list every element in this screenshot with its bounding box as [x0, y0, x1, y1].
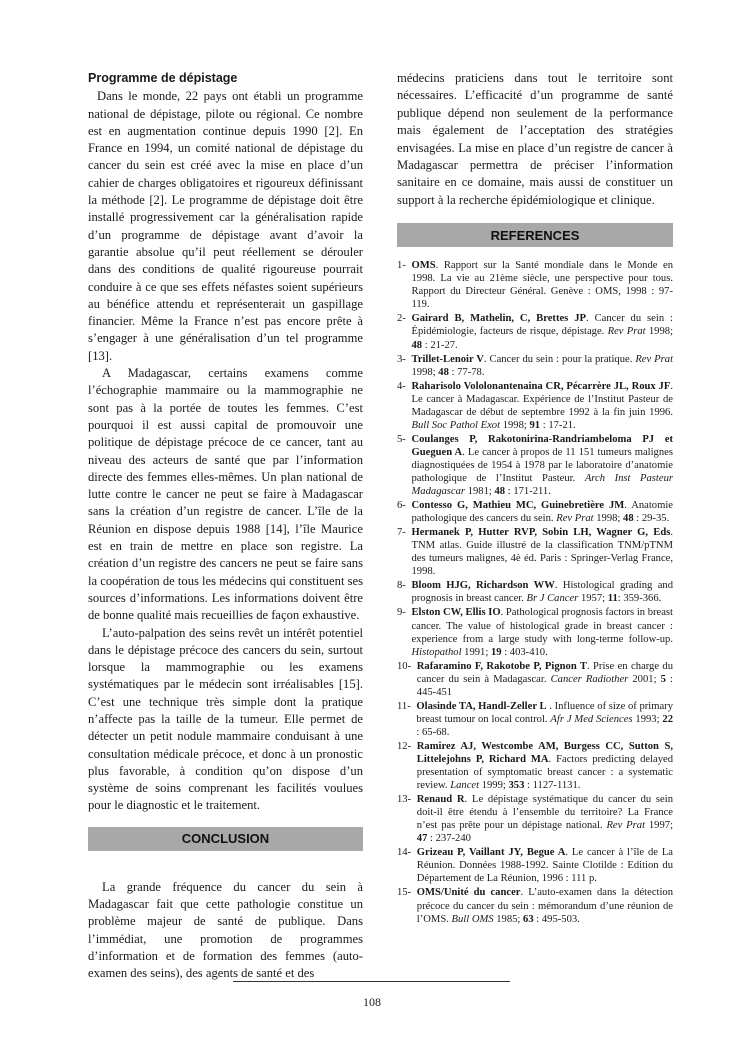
reference-body	[408, 433, 673, 498]
reference-year: 1998;	[645, 326, 674, 338]
reference-authors: Bloom HJG, Richardson WW	[411, 580, 555, 592]
reference-number: 2-	[397, 313, 409, 325]
reference-journal: Rev Prat	[556, 513, 594, 525]
reference-pages: : 1127-1131.	[524, 780, 581, 792]
reference-volume: 19	[490, 646, 502, 658]
body-paragraph: L’auto-palpation des seins revêt un intérêt potentiel dans le dépistage précoce des cancers du sein, surtout lorsque la mammographie ou les examens systématiques par le médecin sont irréalisables [15]. C’est une technique très simple dont la pratique n’affecte pas la taille de la tumeur. Elle permet de détecter un petit nodule mammaire conduisant à une consultation médicale précoce, et donc à un pronostic plus favorable, à condition qu’on dispose d’un système de soins comprenant les facilités voulues pour le diagnostic et le traitement.	[88, 625, 363, 813]
reference-pages: : 21-27.	[422, 339, 458, 351]
reference-item	[397, 312, 673, 351]
reference-pages: : 77-78.	[448, 366, 485, 378]
reference-number: 11-	[397, 700, 414, 712]
reference-text: . Histological grading and prognosis in breast cancer.	[411, 580, 673, 605]
reference-authors: Trillet-Lenoir V	[411, 353, 484, 365]
reference-volume: 5	[660, 673, 666, 685]
reference-volume: 11	[607, 593, 618, 605]
reference-authors: OMS	[411, 260, 436, 272]
reference-number: 5-	[397, 433, 409, 445]
reference-body	[414, 660, 673, 699]
reference-year: 1998;	[500, 419, 530, 431]
section-title-depistage: Programme de dépistage	[88, 71, 238, 85]
reference-body	[413, 700, 673, 739]
reference-authors: Elston CW, Ellis IO	[411, 607, 501, 619]
reference-body	[408, 259, 673, 311]
reference-volume: 63	[523, 913, 534, 925]
reference-authors: Rafaramino F, Rakotobe P, Pignon T	[416, 660, 587, 672]
reference-number: 7-	[397, 527, 409, 539]
reference-item	[397, 846, 673, 885]
reference-journal: Lancet	[450, 780, 480, 792]
reference-number: 8-	[397, 580, 409, 592]
references-heading	[397, 223, 673, 247]
references-heading-label: REFERENCES	[490, 227, 580, 243]
reference-body	[408, 579, 673, 605]
conclusion-heading	[88, 827, 363, 851]
reference-text: . Le dépistage systématique du cancer du sein doit-il être étendu à l’ensemble du territoire? La France n’est pas prête pour un dépistage national.	[416, 794, 673, 832]
reference-authors: Gairard B, Mathelin, C, Brettes JP	[411, 313, 587, 325]
reference-text: . Prise en charge du cancer du sein à Madagascar.	[416, 660, 674, 685]
reference-pages: : 29-35.	[633, 513, 670, 525]
reference-year: 1981;	[465, 486, 495, 498]
reference-volume: 91	[529, 419, 541, 431]
reference-item	[397, 526, 673, 578]
reference-text: . Rapport sur la Santé mondiale dans le Monde en 1998. La vie au 21ème siècle, une perspective pour tous. Rapport du Directeur Général. Genève : OMS, 1998 : 97-119.	[411, 260, 673, 311]
reference-journal: Rev Prat	[607, 326, 646, 338]
references-list	[397, 259, 673, 925]
reference-item	[397, 380, 673, 432]
reference-text: . Cancer du sein : Épidémiologie, facteurs de risque, dépistage.	[411, 313, 673, 338]
reference-journal: Cancer Radiother	[550, 673, 629, 685]
reference-body	[414, 740, 673, 792]
reference-text: . Cancer du sein : pour la pratique.	[483, 353, 636, 365]
body-paragraph: Dans le monde, 22 pays ont établi un programme national de dépistage, pilote ou régional. Ce nombre est en augmentation continue depuis 1990 [2]. En France en 1994, un comité national de dépistage du cancer du sein est créé avec la mise en place d’un cahier de charges obligatoires et rigoureux définissant la méthode [2]. Le programme de dépistage doit être installé progressivement car la généralisation rapide d’un programme de dépistage avant d’avoir la garantie absolue qu’il peut réellement se dérouler dans des conditions de qualité rigoureuse pourrait conduire à ce que ses effets néfastes soient supérieurs au bénéfice attendu et représenterait un gaspillage financier. Même la France n’est pas encore prête à s’engager à une généralisation d’un tel programme [13].	[88, 89, 363, 363]
reference-body	[408, 526, 673, 578]
reference-volume: 22	[662, 713, 673, 725]
footer-divider	[233, 981, 510, 982]
reference-item	[397, 259, 673, 311]
reference-body	[414, 793, 673, 845]
reference-number: 13-	[397, 794, 414, 806]
reference-text: . Le cancer à Madagascar. Expérience de l’Institut Pasteur de Madagascar de début de septembre 1992 à la fin juin 1996.	[411, 380, 673, 418]
reference-body	[408, 606, 673, 658]
reference-pages: : 359-366.	[617, 593, 662, 605]
reference-number: 12-	[397, 740, 414, 752]
left-column	[88, 70, 363, 983]
reference-journal: Arch Inst Pasteur Madagascar	[411, 473, 673, 498]
reference-authors: Olasinde TA, Handl-Zeller L	[416, 700, 547, 712]
reference-number: 6-	[397, 500, 409, 512]
reference-number: 10-	[397, 660, 414, 672]
reference-number: 9-	[397, 607, 409, 619]
reference-year: 1998;	[593, 513, 624, 525]
reference-text: . Pathological prognosis factors in breast cancer. The value of histological grade in breast cancer : experience from a large study with long-terme follow-up.	[411, 607, 674, 645]
reference-authors: Grizeau P, Vaillant JY, Begue A	[416, 847, 566, 859]
reference-authors: Hermanek P, Hutter RVP, Sobin LH, Wagner G, Eds	[411, 527, 671, 539]
reference-text: . Anatomie pathologique des cancers du sein.	[411, 500, 673, 525]
reference-body	[414, 846, 673, 885]
page-number: 108	[363, 995, 381, 1009]
reference-item	[397, 579, 673, 605]
reference-item	[397, 886, 673, 925]
reference-journal: Histopathol	[411, 646, 462, 658]
reference-number: 14-	[397, 847, 414, 859]
reference-text: . L’auto-examen dans la détection précoce du cancer du sein : mémorandum d’une réunion de l’OMS.	[416, 887, 673, 925]
reference-authors: Coulanges P, Rakotonirina-Randriambeloma PJ et Gueguen A	[411, 433, 673, 458]
reference-number: 4-	[397, 380, 409, 392]
reference-number: 3-	[397, 353, 409, 365]
reference-authors: Raharisolo Vololonantenaina CR, Pécarrère JL, Roux JF	[411, 380, 671, 392]
reference-text: . Le cancer à propos de 11 151 tumeurs malignes diagnostiquées de 1954 à 1978 par le laboratoire d’anatomie pathologique de l’Institut Pasteur.	[411, 446, 673, 484]
reference-year: 1957;	[578, 593, 608, 605]
reference-journal: Br J Cancer	[526, 593, 579, 605]
reference-year: 1993;	[632, 713, 663, 725]
reference-number: 1-	[397, 260, 409, 272]
reference-item	[397, 700, 673, 739]
reference-number: 15-	[397, 887, 414, 899]
reference-item	[397, 660, 673, 699]
conclusion-paragraph: La grande fréquence du cancer du sein à Madagascar fait que cette pathologie constitue un problème majeur de santé de publique. Dans l’immédiat, une promotion de programmes d’information et de formation des femmes (auto-examen des seins), des agents de santé et des	[88, 879, 363, 981]
reference-journal: Bull Soc Pathol Exot	[411, 419, 501, 431]
reference-authors: OMS/Unité du cancer	[416, 887, 521, 899]
reference-text: . Influence of size of primary breast tumour on local control.	[416, 700, 673, 725]
reference-pages: : 65-68.	[416, 726, 450, 738]
reference-volume: 48	[411, 339, 423, 351]
reference-text: . Le cancer à l’île de La Réunion. Données 1988-1992. Sainte Clotilde : Edition du Département de La Réunion, 1996 : 111 p.	[416, 847, 674, 885]
reference-body	[408, 312, 673, 351]
reference-pages: : 17-21.	[540, 419, 576, 431]
reference-journal: Rev Prat	[635, 353, 674, 365]
reference-journal: Bull OMS	[451, 913, 494, 925]
conclusion-continued-paragraph: médecins praticiens dans tout le territoire sont nécessaires. L’efficacité d’un programme de santé publique dépend non seulement de la performance mais également de l’acceptation des stratégies envisagées. La mise en place d’un registre de cancer à Madagascar permettra de préciser l’information sanitaire en ce domaine, mais aussi de constituer un support à la recherche épidémiologique et clinique.	[397, 71, 673, 207]
reference-year: 1985;	[493, 913, 524, 925]
reference-item	[397, 499, 673, 525]
reference-year: 2001;	[628, 673, 661, 685]
reference-item	[397, 606, 673, 658]
reference-volume: 48	[494, 486, 506, 498]
reference-year: 1991;	[461, 646, 491, 658]
reference-volume: 353	[508, 780, 525, 792]
reference-text: . Factors predicting delayed presentation of symptomatic breast cancer : a systematic review.	[416, 753, 674, 792]
reference-item	[397, 793, 673, 845]
reference-authors: Renaud R	[416, 794, 465, 806]
reference-year: 1997;	[645, 820, 674, 832]
reference-body	[408, 499, 673, 525]
reference-authors: Ramirez AJ, Westcombe AM, Burgess CC, Sutton S, Littelejohns P, Richard MA	[416, 740, 673, 765]
reference-volume: 48	[623, 513, 634, 525]
conclusion-heading-label: CONCLUSION	[181, 831, 270, 847]
reference-authors: Contesso G, Mathieu MC, Guinebretière JM	[411, 500, 625, 512]
reference-pages: : 403-410.	[501, 646, 548, 658]
reference-pages: : 237-240	[427, 833, 471, 845]
reference-body	[408, 353, 673, 379]
reference-volume: 48	[438, 366, 449, 378]
reference-year: 1998;	[411, 366, 439, 378]
reference-item	[397, 740, 673, 792]
reference-pages: : 495-503.	[533, 913, 580, 925]
reference-item	[397, 353, 673, 379]
reference-pages: : 445-451	[416, 673, 673, 698]
body-paragraph: A Madagascar, certains examens comme l’échographie mammaire ou la mammographie ne sont pas à la portée de toutes les femmes. C’est pourquoi il est aussi capital de promouvoir une politique de dépistage précoce de ce cancer, tant au niveau des acteurs de santé que par l’information directe des femmes elles-mêmes. Un plan national de lutte contre le cancer ne peut se faire à Madagascar sans la création d’un registre de cancer. L’île de la Réunion en dispose depuis 1988 [14], l’île Maurice est en train de mettre en place son registre. La création d’un registre des cancers ne peut se faire sans la coopération de tous les médecins qui constituent ses sources d’informations. Les informations doivent être de bonne qualité mais recueillies de façon exhaustive.	[88, 366, 363, 623]
reference-pages: : 171-211.	[505, 486, 551, 498]
reference-journal: Rev Prat	[606, 820, 646, 832]
reference-text: . TNM atlas. Guide illustré de la classification TNM/pTNM des tumeurs malignes, 4è éd. Paris : Springer-Verlag France, 1998.	[411, 527, 673, 578]
reference-journal: Afr J Med Sciences	[550, 713, 633, 725]
reference-year: 1999;	[479, 780, 509, 792]
right-column	[397, 70, 673, 927]
reference-body	[408, 380, 673, 432]
reference-item	[397, 433, 673, 498]
reference-volume: 47	[416, 833, 428, 845]
reference-body	[414, 886, 673, 925]
